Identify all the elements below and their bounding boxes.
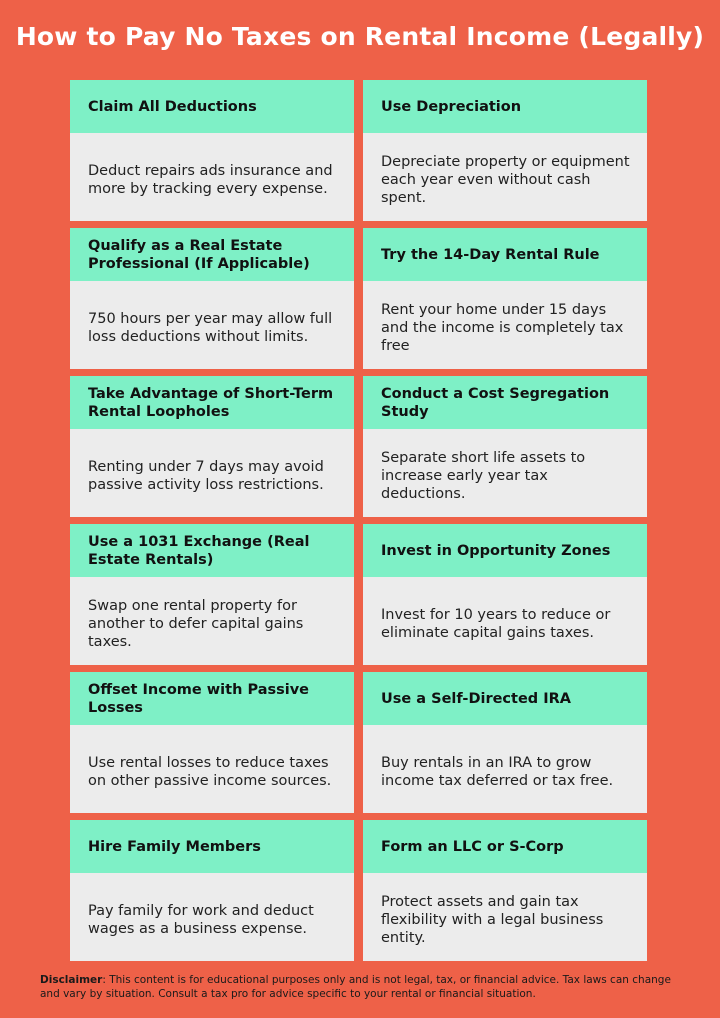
tip-description: Pay family for work and deduct wages as a business expense. bbox=[70, 873, 354, 961]
tip-heading: Qualify as a Real Estate Professional (If Applicable) bbox=[70, 228, 354, 281]
tip-heading: Offset Income with Passive Losses bbox=[70, 672, 354, 725]
tip-heading: Take Advantage of Short-Term Rental Loopholes bbox=[70, 376, 354, 429]
tip-card bbox=[363, 524, 647, 665]
tip-description: Swap one rental property for another to defer capital gains taxes. bbox=[70, 577, 354, 665]
tips-row bbox=[70, 376, 647, 517]
tip-card bbox=[70, 228, 354, 369]
tip-heading: Use a Self-Directed IRA bbox=[363, 672, 647, 725]
disclaimer-text: : This content is for educational purposes only and is not legal, tax, or financial advice. Tax laws can change and vary by situation. Consult a tax pro for advice specific to your rental or financial situation. bbox=[40, 974, 671, 1000]
tips-row bbox=[70, 672, 647, 813]
tip-heading: Use Depreciation bbox=[363, 80, 647, 133]
tip-description: 750 hours per year may allow full loss deductions without limits. bbox=[70, 281, 354, 369]
tip-heading: Try the 14-Day Rental Rule bbox=[363, 228, 647, 281]
tip-description: Renting under 7 days may avoid passive activity loss restrictions. bbox=[70, 429, 354, 517]
tip-description: Rent your home under 15 days and the income is completely tax free bbox=[363, 281, 647, 369]
tip-card bbox=[70, 376, 354, 517]
tip-heading: Form an LLC or S-Corp bbox=[363, 820, 647, 873]
tips-row bbox=[70, 80, 647, 221]
tip-description: Separate short life assets to increase early year tax deductions. bbox=[363, 429, 647, 517]
tip-description: Deduct repairs ads insurance and more by tracking every expense. bbox=[70, 133, 354, 221]
tip-description: Use rental losses to reduce taxes on other passive income sources. bbox=[70, 725, 354, 813]
tip-heading: Claim All Deductions bbox=[70, 80, 354, 133]
tip-card bbox=[70, 80, 354, 221]
tip-heading: Invest in Opportunity Zones bbox=[363, 524, 647, 577]
tip-card bbox=[363, 820, 647, 961]
tips-row bbox=[70, 228, 647, 369]
tips-grid bbox=[70, 80, 647, 968]
tips-row bbox=[70, 820, 647, 961]
tip-card bbox=[363, 80, 647, 221]
disclaimer-label: Disclaimer bbox=[40, 974, 103, 986]
tip-card bbox=[70, 524, 354, 665]
tip-heading: Use a 1031 Exchange (Real Estate Rentals) bbox=[70, 524, 354, 577]
tip-heading: Hire Family Members bbox=[70, 820, 354, 873]
tip-description: Invest for 10 years to reduce or eliminate capital gains taxes. bbox=[363, 577, 647, 665]
tip-description: Protect assets and gain tax flexibility with a legal business entity. bbox=[363, 873, 647, 961]
tip-heading: Conduct a Cost Segregation Study bbox=[363, 376, 647, 429]
tip-description: Depreciate property or equipment each year even without cash spent. bbox=[363, 133, 647, 221]
tip-card bbox=[363, 376, 647, 517]
tip-card bbox=[363, 672, 647, 813]
page-title: How to Pay No Taxes on Rental Income (Legally) bbox=[15, 22, 705, 51]
tip-card bbox=[70, 672, 354, 813]
disclaimer bbox=[40, 973, 688, 1001]
tip-card bbox=[363, 228, 647, 369]
tip-card bbox=[70, 820, 354, 961]
tip-description: Buy rentals in an IRA to grow income tax deferred or tax free. bbox=[363, 725, 647, 813]
tips-row bbox=[70, 524, 647, 665]
